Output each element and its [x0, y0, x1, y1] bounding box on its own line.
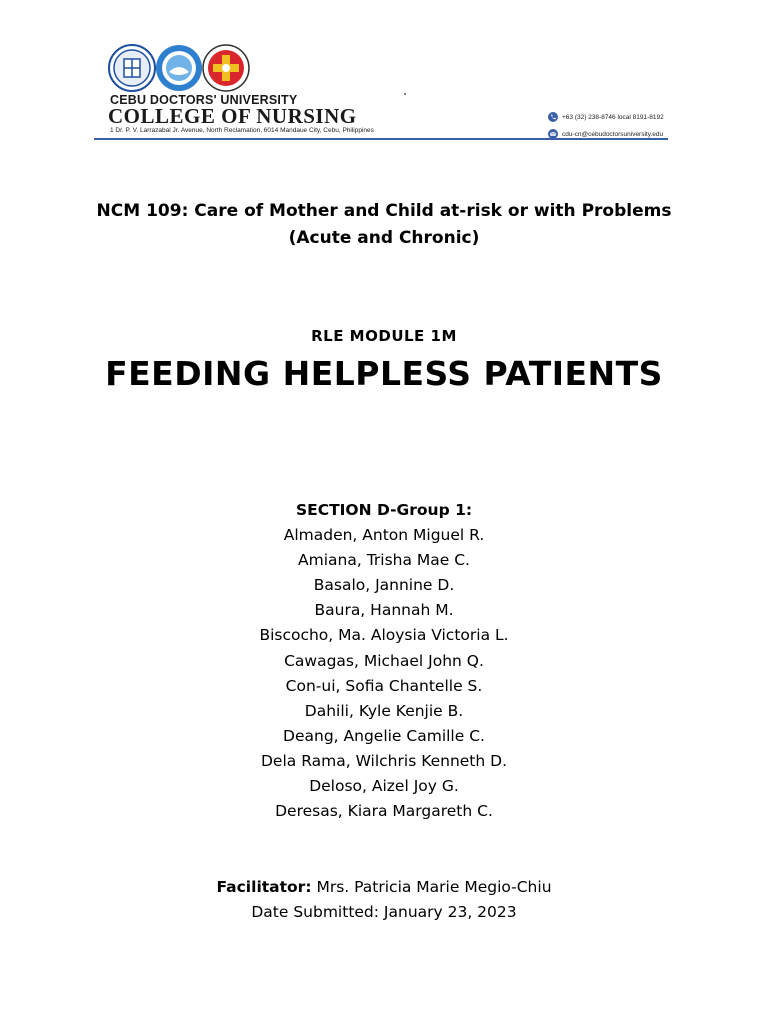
member-name: Almaden, Anton Miguel R.	[283, 526, 485, 545]
phone-number: +63 (32) 238-8746 local 8191-8192	[562, 113, 664, 121]
module-label: RLE MODULE 1M	[311, 327, 457, 345]
college-address: 1 Dr. P. V. Larrazabal Jr. Avenue, North Reclamation, 6014 Mandaue City, Cebu, Philippines	[110, 127, 374, 134]
college-name: COLLEGE OF NURSING	[108, 104, 357, 128]
facilitator-label: Facilitator:	[216, 878, 312, 896]
letterhead	[0, 0, 768, 145]
member-name: Biscocho, Ma. Aloysia Victoria L.	[259, 626, 509, 645]
course-title-line-2: (Acute and Chronic)	[288, 228, 480, 248]
submission-info	[0, 875, 768, 925]
group-label: SECTION D-Group 1:	[295, 501, 473, 519]
facilitator-name: Mrs. Patricia Marie Megio-Chiu	[316, 878, 552, 896]
member-name: Basalo, Jannine D.	[313, 576, 455, 595]
member-name: Con-ui, Sofia Chantelle S.	[285, 676, 483, 695]
course-title	[0, 198, 768, 252]
facilitator-line	[0, 875, 768, 900]
contact-phone	[548, 110, 664, 124]
email-address: cdu-cn@cebudoctorsuniversity.edu	[562, 130, 664, 138]
stray-mark	[404, 93, 406, 95]
member-name: Deloso, Aizel Joy G.	[309, 777, 459, 796]
nursing-seal-icon	[155, 44, 203, 92]
member-name: Dahili, Kyle Kenjie B.	[304, 701, 464, 720]
header-divider	[94, 138, 668, 140]
phone-icon	[548, 112, 558, 122]
module-title: FEEDING HELPLESS PATIENTS	[105, 354, 663, 393]
member-name: Cawagas, Michael John Q.	[284, 651, 484, 670]
group-members	[0, 498, 768, 824]
member-name: Amiana, Trisha Mae C.	[298, 551, 470, 570]
member-name: Deang, Angelie Camille C.	[283, 726, 485, 745]
member-name: Deresas, Kiara Margareth C.	[275, 802, 493, 821]
member-name: Dela Rama, Wilchris Kenneth D.	[260, 751, 507, 770]
cross-seal-icon	[202, 44, 250, 92]
university-name: CEBU DOCTORS' UNIVERSITY	[110, 93, 298, 107]
date-submitted: Date Submitted: January 23, 2023	[251, 903, 517, 921]
university-seal-icon	[108, 44, 156, 92]
member-name: Baura, Hannah M.	[314, 601, 454, 620]
course-title-line-1: NCM 109: Care of Mother and Child at-risk or with Problems	[96, 201, 672, 221]
